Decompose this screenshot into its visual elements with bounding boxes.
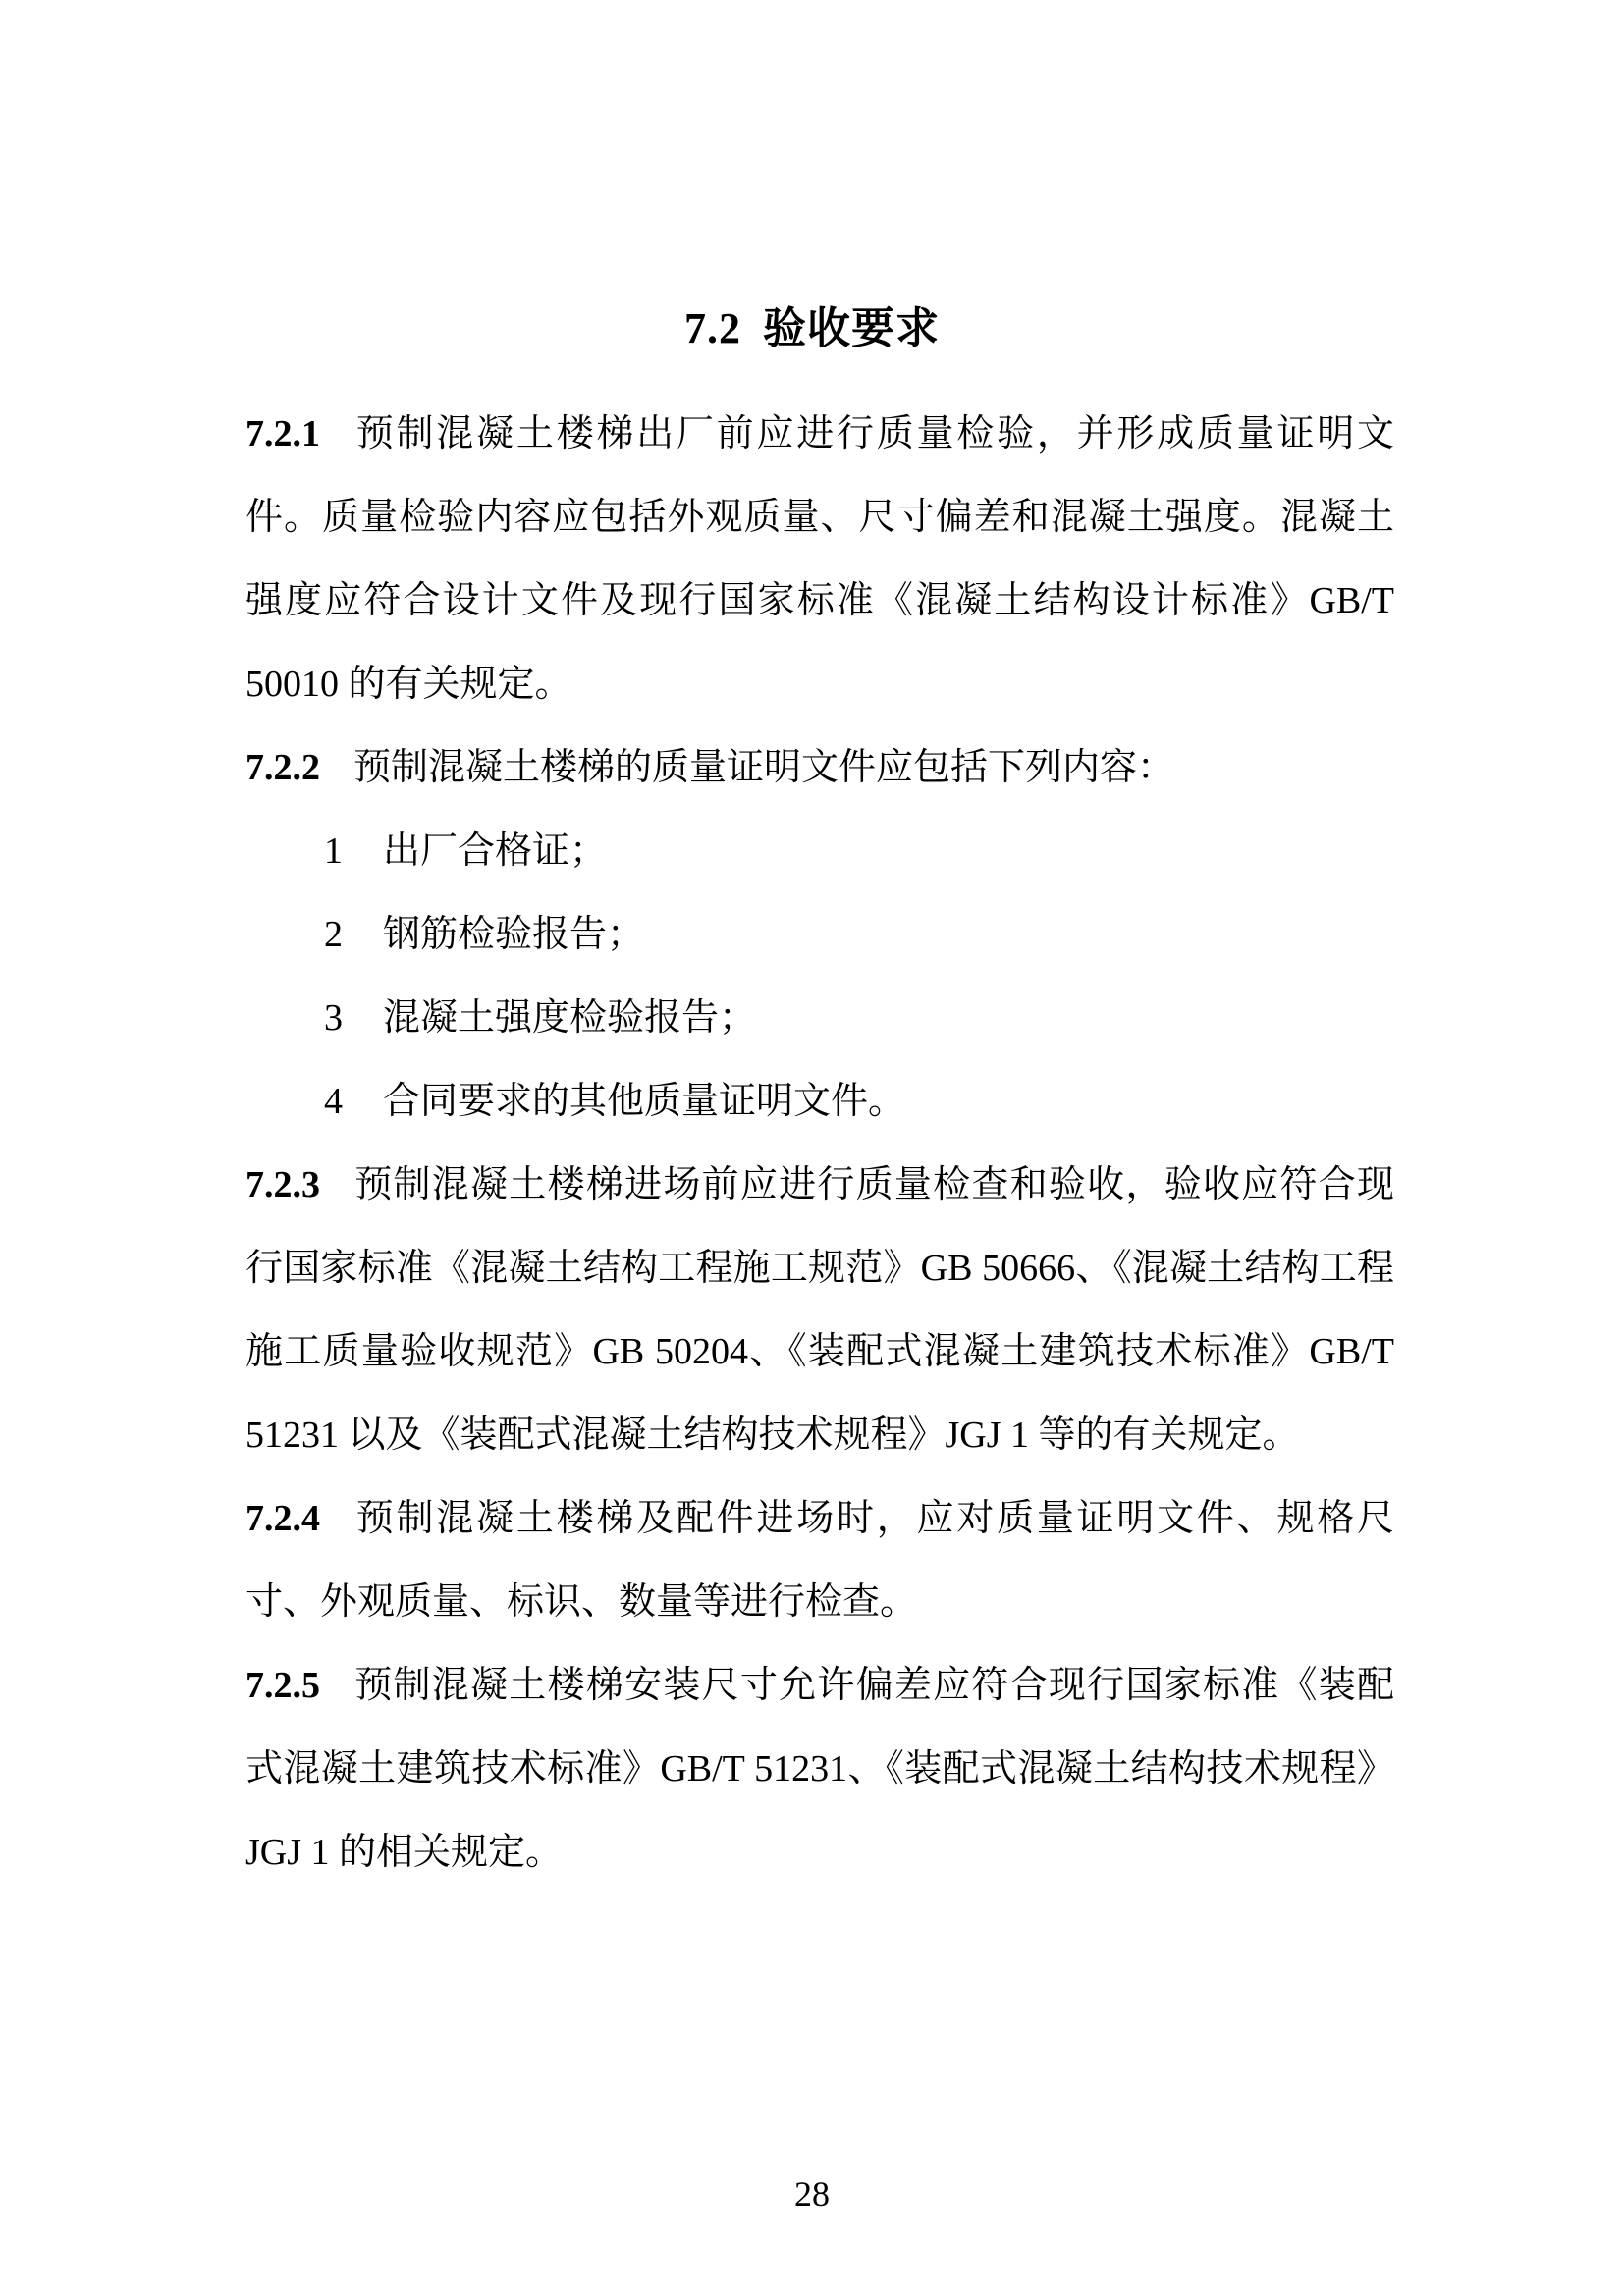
list-item-number: 3 [324, 997, 343, 1039]
clause-7-2-2 [245, 726, 1394, 810]
list-item-text: 出厂合格证； [383, 830, 608, 872]
list-item-text: 混凝土强度检验报告； [383, 997, 757, 1039]
clause-text: 预制混凝土楼梯进场前应进行质量检查和验收，验收应符合现行国家标准《混凝土结构工程施工规范》GB 50666、《混凝土结构工程施工质量验收规范》GB 50204、《装配式混凝土建筑技术标准》GB/T 51231 以及《装配式混凝土结构技术规程》JGJ 1 等的有关规定。 [245, 1164, 1394, 1456]
list-item [245, 977, 1394, 1060]
list-item-number: 2 [324, 914, 343, 955]
list-item-text: 合同要求的其他质量证明文件。 [383, 1081, 906, 1122]
list-item [245, 810, 1394, 893]
clause-number: 7.2.3 [245, 1164, 320, 1205]
page-number: 28 [794, 2174, 830, 2214]
clause-text: 预制混凝土楼梯出厂前应进行质量检验，并形成质量证明文件。质量检验内容应包括外观质量、尺寸偏差和混凝土强度。混凝土强度应符合设计文件及现行国家标准《混凝土结构设计标准》GB/T 50010 的有关规定。 [245, 413, 1394, 705]
clause-number: 7.2.1 [245, 413, 320, 454]
clause-text: 预制混凝土楼梯及配件进场时，应对质量证明文件、规格尺寸、外观质量、标识、数量等进行检查。 [245, 1498, 1394, 1623]
section-number: 7.2 [684, 304, 741, 352]
clause-7-2-4 [245, 1477, 1394, 1644]
list-item-text: 钢筋检验报告； [383, 914, 645, 955]
section-title-text: 验收要求 [763, 304, 940, 352]
list-item-number: 1 [324, 830, 343, 872]
document-body [245, 393, 1394, 1895]
clause-7-2-5 [245, 1644, 1394, 1895]
list-item [245, 893, 1394, 977]
list-item-number: 4 [324, 1081, 343, 1122]
clause-number: 7.2.2 [245, 747, 320, 788]
section-title [0, 299, 1624, 358]
clause-7-2-3 [245, 1144, 1394, 1477]
clause-text: 预制混凝土楼梯安装尺寸允许偏差应符合现行国家标准《装配式混凝土建筑技术标准》GB/T 51231、《装配式混凝土结构技术规程》JGJ 1 的相关规定。 [245, 1665, 1394, 1873]
list-item [245, 1060, 1394, 1144]
clause-7-2-1 [245, 393, 1394, 726]
clause-text: 预制混凝土楼梯的质量证明文件应包括下列内容： [353, 747, 1175, 788]
clause-number: 7.2.5 [245, 1665, 320, 1706]
clause-number: 7.2.4 [245, 1498, 320, 1539]
